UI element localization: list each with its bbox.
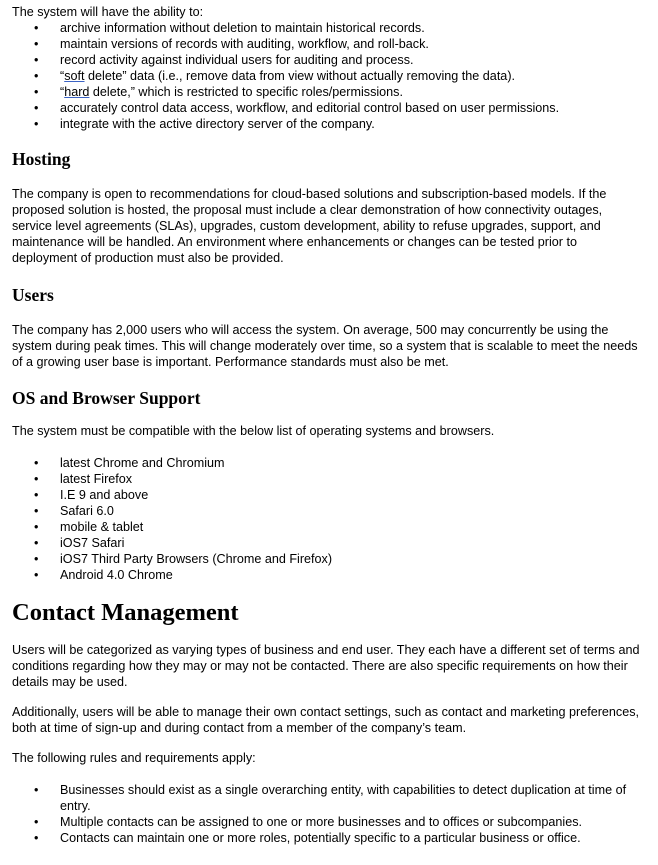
list-item: • integrate with the active directory server of the company. <box>12 116 642 132</box>
contact-management-heading: Contact Management <box>12 599 239 626</box>
list-item: • iOS7 Third Party Browsers (Chrome and Firefox) <box>12 551 642 567</box>
hosting-heading: Hosting <box>12 149 71 169</box>
list-item <box>12 68 642 84</box>
contact-para-2: Additionally, users will be able to manage their own contact settings, such as contact and marketing preferences, both at time of sign-up and during contact from a member of the company’s team. <box>12 705 639 735</box>
list-item: • Android 4.0 Chrome <box>12 567 642 583</box>
rules-list <box>12 782 642 846</box>
os-support-heading: OS and Browser Support <box>12 388 201 408</box>
users-heading: Users <box>12 285 54 305</box>
browser-list <box>12 455 642 583</box>
contact-para-1: Users will be categorized as varying types of business and end user. They each have a different set of terms and conditions regarding how they may or may not be contacted. There are also specific requirements on how their details may be used. <box>12 643 640 689</box>
document-page <box>12 4 642 846</box>
list-item: • Businesses should exist as a single overarching entity, with capabilities to detect duplication at time of entry. <box>12 782 642 814</box>
list-item: • latest Firefox <box>12 471 642 487</box>
list-item: • Multiple contacts can be assigned to one or more businesses and to offices or subcompanies. <box>12 814 642 830</box>
os-support-lead: The system must be compatible with the below list of operating systems and browsers. <box>12 424 495 438</box>
list-item-rest: delete,” which is restricted to specific roles/permissions. <box>89 85 403 99</box>
list-item: • maintain versions of records with auditing, workflow, and roll-back. <box>12 36 642 52</box>
list-item: • record activity against individual users for auditing and process. <box>12 52 642 68</box>
users-body: The company has 2,000 users who will access the system. On average, 500 may concurrently be using the system during peak times. This will change moderately over time, so a system that is scalable to meet the needs of a growing user base is important. Performance standards must also be met. <box>12 323 638 369</box>
quote-open: “ <box>60 69 65 83</box>
list-item: • mobile & tablet <box>12 519 642 535</box>
list-item: • Safari 6.0 <box>12 503 642 519</box>
list-item: • Contacts can maintain one or more roles, potentially specific to a particular business or office. <box>12 830 642 846</box>
hosting-body: The company is open to recommendations for cloud-based solutions and subscription-based models. If the proposed solution is hosted, the proposal must include a clear demonstration of how connectivity outages, service level agreements (SLAs), upgrades, custom development, ability to refuse upgrades, support, and maintenance will be handled. An environment where enhancements or changes can be tested prior to deployment of production must also be provided. <box>12 187 607 265</box>
list-item <box>12 84 642 100</box>
intro-lead: The system will have the ability to: <box>12 5 204 19</box>
quote-open: “ <box>60 85 65 99</box>
hard-word: hard <box>64 85 90 99</box>
list-item: • I.E 9 and above <box>12 487 642 503</box>
soft-word: soft <box>64 69 85 83</box>
list-item: • latest Chrome and Chromium <box>12 455 642 471</box>
rules-lead: The following rules and requirements apply: <box>12 751 256 765</box>
list-item: • archive information without deletion to maintain historical records. <box>12 20 642 36</box>
list-item: • iOS7 Safari <box>12 535 642 551</box>
list-item: • accurately control data access, workflow, and editorial control based on user permissions. <box>12 100 642 116</box>
capabilities-list <box>12 20 642 132</box>
list-item-rest: delete” data (i.e., remove data from view without actually removing the data). <box>84 69 516 83</box>
